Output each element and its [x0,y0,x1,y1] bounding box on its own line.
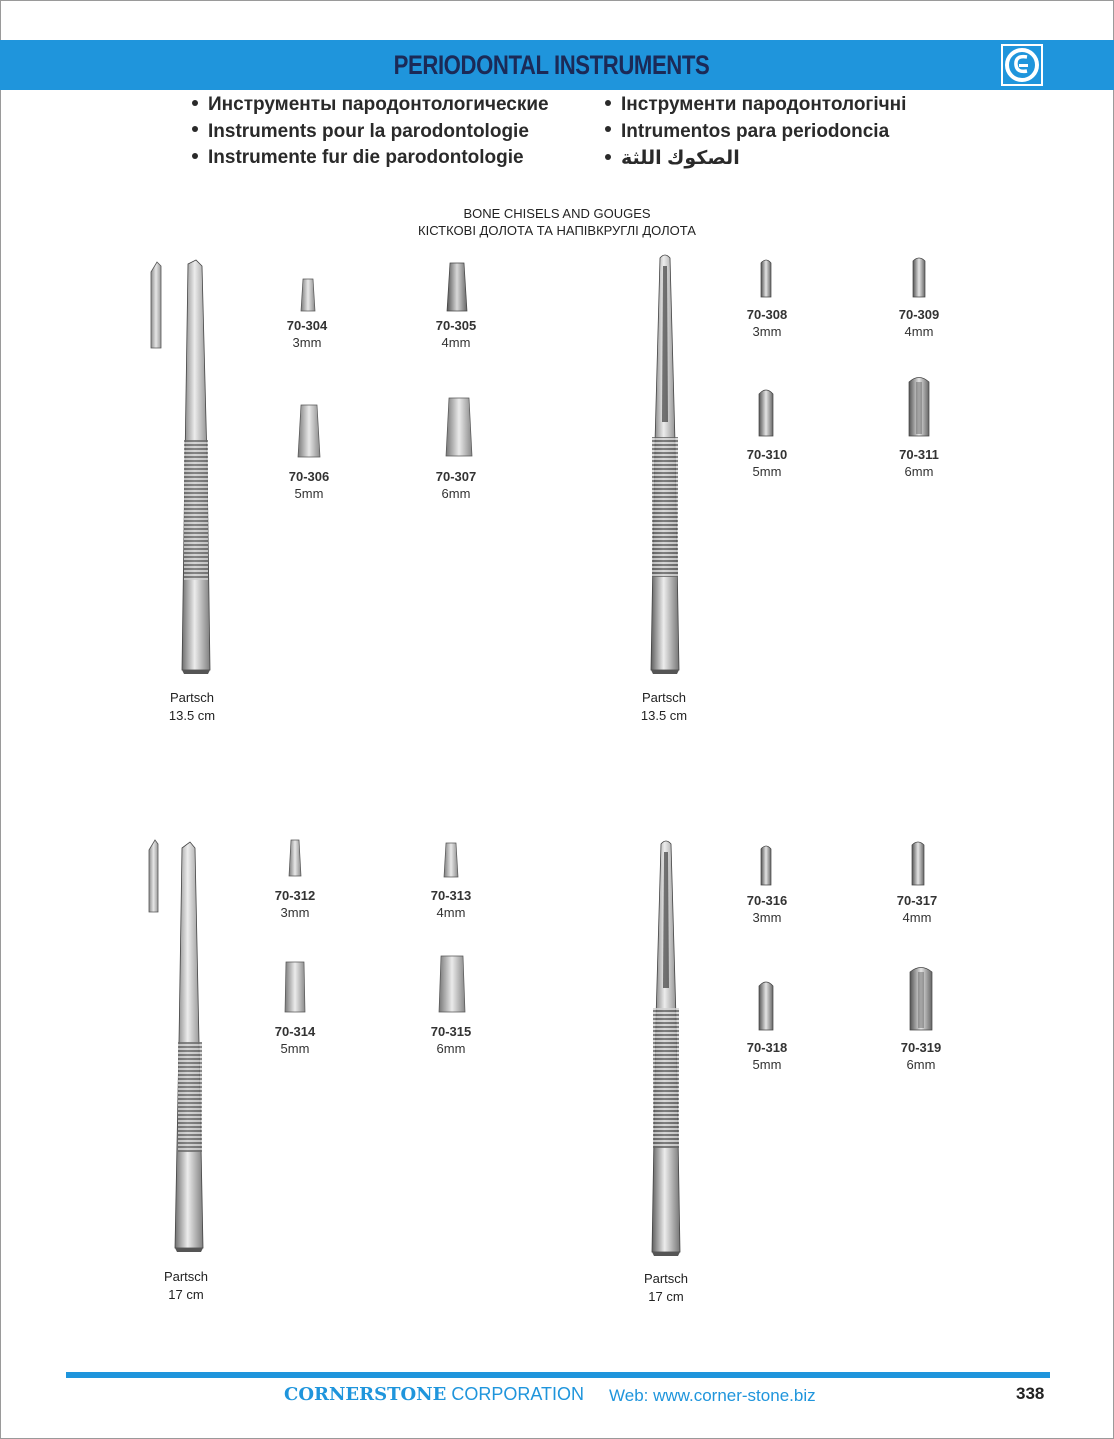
product-code: 70-307 [435,469,477,484]
section-title-en: BONE CHISELS AND GOUGES [463,206,651,221]
chisel-tip-icon [300,275,316,313]
bullet-icon [605,126,611,132]
language-item: الصكوك اللثة [605,147,906,174]
product-code: 70-315 [430,1024,472,1039]
chisel-side-view-icon [146,840,162,914]
product-size: 5mm [752,1057,782,1072]
instrument-length: 13.5 cm [640,708,688,723]
chisel-tip-icon [283,960,307,1014]
instrument-name: Partsch [163,1269,209,1284]
gouge-tip-icon [759,257,773,299]
bullet-icon [192,100,198,106]
footer-web-link[interactable]: Web: www.corner-stone.biz [609,1386,816,1405]
product-size: 3mm [752,324,782,339]
product-size: 3mm [292,335,322,350]
bullet-icon [192,126,198,132]
product-code: 70-314 [274,1024,316,1039]
chisel-instrument-image [178,260,214,676]
chisel-tip-icon [443,841,459,879]
product-code: 70-308 [746,307,788,322]
bullet-icon [192,153,198,159]
product-code: 70-317 [896,893,938,908]
gouge-tip-icon [907,374,931,438]
language-item: Instrumente fur die parodontologie [192,147,549,174]
product-code: 70-309 [898,307,940,322]
gouge-tip-icon [757,978,775,1032]
header-bar [0,40,1114,90]
language-item: Інструменти пародонтологічні [605,94,906,121]
language-list-left [192,94,549,174]
gouge-tip-icon [759,843,773,887]
gouge-instrument-image [645,252,685,676]
product-code: 70-312 [274,888,316,903]
cornerstone-logo-icon [1000,43,1044,87]
product-code: 70-305 [435,318,477,333]
chisel-instrument-image [170,842,210,1254]
gouge-tip-icon [908,964,934,1032]
instrument-caption [619,689,709,725]
instrument-length: 13.5 cm [168,708,216,723]
product-code: 70-318 [746,1040,788,1055]
product-code: 70-313 [430,888,472,903]
product-size: 6mm [436,1041,466,1056]
page-number: 338 [1016,1384,1045,1403]
instrument-name: Partsch [643,1271,689,1286]
chisel-tip-icon [445,261,469,313]
section-title [0,205,1114,239]
gouge-tip-icon [911,255,927,299]
product-size: 4mm [904,324,934,339]
instrument-caption [141,1268,231,1304]
product-size: 6mm [441,486,471,501]
instrument-caption [621,1270,711,1306]
chisel-tip-icon [288,838,302,878]
product-size: 3mm [280,905,310,920]
language-item: Intrumentos para periodoncia [605,121,906,148]
instrument-length: 17 cm [168,1287,204,1302]
page-title: PERIODONTAL INSTRUMENTS [394,49,710,80]
chisel-tip-icon [437,954,467,1014]
chisel-side-view-icon [148,262,164,350]
product-code: 70-304 [286,318,328,333]
product-size: 5mm [752,464,782,479]
language-list-right [605,94,906,174]
language-item: Инструменты пародонтологические [192,94,549,121]
bullet-icon [605,154,611,160]
product-size: 3mm [752,910,782,925]
product-code: 70-306 [288,469,330,484]
gouge-instrument-image [645,838,687,1258]
instrument-name: Partsch [641,690,687,705]
bullet-icon [605,100,611,106]
product-size: 6mm [906,1057,936,1072]
product-size: 6mm [904,464,934,479]
product-code: 70-310 [746,447,788,462]
company-name-bold: CORNERSTONE [284,1384,447,1405]
instrument-name: Partsch [169,690,215,705]
product-code: 70-319 [900,1040,942,1055]
product-size: 5mm [280,1041,310,1056]
product-size: 5mm [294,486,324,501]
product-code: 70-311 [899,447,939,462]
product-size: 4mm [441,335,471,350]
product-size: 4mm [436,905,466,920]
language-item: Instruments pour la parodontologie [192,121,549,148]
chisel-tip-icon [444,396,474,458]
product-size: 4mm [902,910,932,925]
gouge-tip-icon [757,386,775,438]
chisel-tip-icon [296,403,322,459]
company-name-rest: CORPORATION [446,1384,585,1404]
footer-divider [66,1372,1050,1378]
product-code: 70-316 [746,893,788,908]
instrument-length: 17 cm [648,1289,684,1304]
gouge-tip-icon [910,839,926,887]
section-title-uk: КІСТКОВІ ДОЛОТА ТА НАПІВКРУГЛІ ДОЛОТА [418,223,696,238]
footer-company [284,1384,584,1405]
instrument-caption [147,689,237,725]
